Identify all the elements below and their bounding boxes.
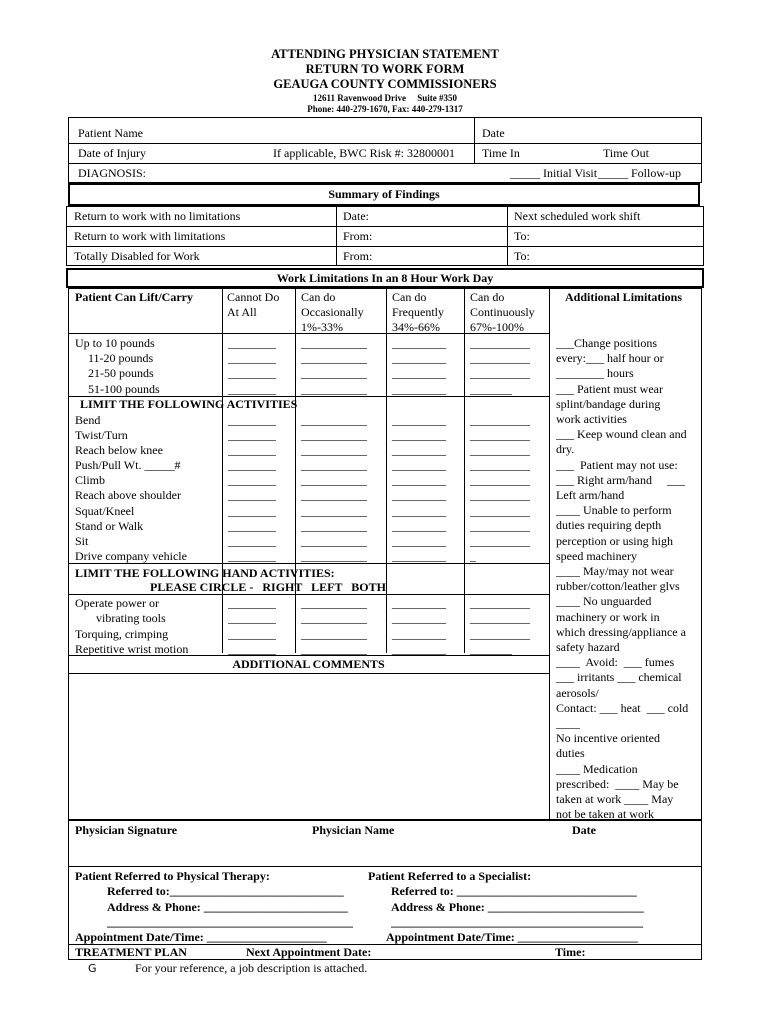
additional-limitation-line[interactable]: rubber/cotton/leather glvs [556,579,680,594]
col-cannot-header: At All [227,305,257,319]
additional-limitation-line[interactable]: ___ Right arm/hand ___ [556,472,685,487]
date-of-injury-field[interactable]: Date of Injury [78,146,146,160]
additional-limitation-line[interactable]: ___Change positions [556,336,657,350]
initial-visit-option[interactable]: _____ Initial Visit [510,166,598,180]
lift-carry-header: Patient Can Lift/Carry [75,290,193,304]
answer-blank[interactable]: _________ [392,336,446,350]
answer-blank[interactable]: __________ [470,519,530,533]
next-appointment-field[interactable]: Next Appointment Date: [246,945,372,959]
organization-address: 12611 Ravenwood Drive Suite #350 [313,93,457,103]
lift-row-label: 51-100 pounds [88,382,160,396]
answer-blank[interactable]: _________ [392,504,446,518]
answer-blank[interactable]: ________ [228,488,276,502]
additional-limitation-line[interactable]: No incentive oriented [556,731,660,746]
answer-blank[interactable]: ___________ [301,413,367,427]
answer-blank[interactable]: ________ [228,504,276,518]
answer-blank[interactable]: ___________ [301,549,367,563]
additional-limitation-line[interactable]: not be taken at work [556,807,654,822]
answer-blank[interactable]: ________ [228,413,276,427]
specialist-appointment-field[interactable]: Appointment Date/Time: ____________________ [386,930,638,944]
form-title: ATTENDING PHYSICIAN STATEMENT [271,47,499,61]
answer-blank[interactable]: ________ [228,443,276,457]
additional-limitation-line[interactable]: Contact: ___ heat ___ cold [556,700,689,715]
additional-limitation-line[interactable]: ________ hours [556,366,634,381]
additional-limitation-line[interactable]: machinery or work in [556,609,660,624]
activity-label: Reach above shoulder [75,488,181,502]
patient-name-field[interactable]: Patient Name [78,126,143,140]
answer-blank[interactable]: _________ [392,428,446,442]
physician-signature-field[interactable]: Physician Signature [75,823,178,837]
answer-blank[interactable]: _________ [392,443,446,457]
answer-blank[interactable]: __________ [470,336,530,350]
answer-blank[interactable]: __________ [470,443,530,457]
lift-row-label: 11-20 pounds [88,351,154,365]
bwc-risk-number: If applicable, BWC Risk #: 32800001 [273,146,455,160]
specialist-address-field[interactable]: Address & Phone: __________________________ [391,900,644,914]
job-description-checkbox-icon[interactable]: G [88,962,97,975]
summary-row-mid[interactable]: Date: [343,209,369,223]
summary-row-right[interactable]: To: [514,249,530,263]
answer-blank[interactable]: ________ [228,336,276,350]
answer-blank[interactable]: ________ [228,642,276,656]
additional-limitation-line[interactable]: every:___ half hour or [556,351,664,366]
col-occasionally-header: Occasionally [301,305,364,319]
lift-row-label: Up to 10 pounds [75,336,155,350]
diagnosis-field[interactable]: DIAGNOSIS: [78,166,147,180]
answer-blank[interactable]: __________ [470,504,530,518]
answer-blank[interactable]: ________ [228,382,276,396]
hand-circle-instruction[interactable]: PLEASE CIRCLE - RIGHT LEFT BOTH [150,580,386,594]
time-in-field[interactable]: Time In [482,146,520,160]
summary-row-right[interactable]: To: [514,229,530,243]
lift-row-label: 21-50 pounds [88,366,154,380]
answer-blank[interactable]: _________ [392,611,446,625]
activity-label[interactable]: Push/Pull Wt. _____# [75,458,181,472]
follow-up-option[interactable]: _____ Follow-up [598,166,682,180]
answer-blank[interactable]: ___________ [301,519,367,533]
answer-blank[interactable]: ________ [228,549,276,563]
answer-blank[interactable]: ________ [228,351,276,365]
answer-blank[interactable]: __________ [470,366,530,380]
signature-date-field[interactable]: Date [572,823,596,837]
answer-blank[interactable]: _________ [392,488,446,502]
answer-blank[interactable]: ___________ [301,488,367,502]
pt-blank-line[interactable]: _________________________________________ [107,915,353,929]
specialist-referred-to-field[interactable]: Referred to: ______________________________ [391,884,637,898]
answer-blank[interactable]: __________ [470,458,530,472]
summary-row-right[interactable]: Next scheduled work shift [514,209,641,223]
col-frequently-header: Frequently [392,305,444,319]
additional-limitation-line[interactable]: aerosols/ [556,685,599,700]
answer-blank[interactable]: ___________ [301,336,367,350]
summary-row-label[interactable]: Return to work with no limitations [74,209,241,223]
answer-blank[interactable]: _________ [392,473,446,487]
col-occasionally-header: 1%-33% [301,320,343,334]
activity-label: Stand or Walk [75,519,144,533]
col-frequently-header: 34%-66% [392,320,440,334]
pt-referred-to-field[interactable]: Referred to:_____________________________ [107,884,344,898]
answer-blank[interactable]: ________ [228,458,276,472]
answer-blank[interactable]: _________ [392,458,446,472]
answer-blank[interactable]: __________ [470,413,530,427]
additional-limitation-line[interactable]: ___ irritants ___ chemical [556,670,682,685]
summary-row-label[interactable]: Totally Disabled for Work [74,249,200,263]
answer-blank[interactable]: _________ [392,596,446,610]
answer-blank[interactable]: _________ [392,351,446,365]
additional-limitation-line[interactable]: safety hazard [556,640,620,654]
answer-blank[interactable]: ___________ [301,458,367,472]
answer-blank[interactable]: ________ [228,473,276,487]
activity-label: Sit [75,534,89,548]
activity-label: Drive company vehicle [75,549,187,563]
physician-name-field[interactable]: Physician Name [312,823,395,837]
summary-row-label[interactable]: Return to work with limitations [74,229,226,243]
job-description-note: For your reference, a job description is attached. [135,961,368,975]
col-continuously-header: 67%-100% [470,320,524,334]
answer-blank[interactable]: _________ [392,519,446,533]
additional-limitation-line[interactable]: Left arm/hand [556,488,625,502]
limits-title: Work Limitations In an 8 Hour Work Day [276,271,494,285]
hand-row-label: Torquing, crimping [75,627,169,641]
answer-blank[interactable]: ___________ [301,627,367,641]
answer-blank[interactable]: _ [470,549,476,563]
activity-label: Climb [75,473,106,487]
additional-limitation-line[interactable]: ____ May/may not wear [556,564,674,578]
answer-blank[interactable]: __________ [470,611,530,625]
col-frequently-header: Can do [392,290,427,304]
additional-limitation-line[interactable]: taken at work ____ May [556,792,674,806]
answer-blank[interactable]: _______ [470,382,512,396]
summary-row-mid[interactable]: From: [343,229,373,243]
answer-blank[interactable]: ___________ [301,382,367,396]
activity-label: Bend [75,413,101,427]
answer-blank[interactable]: ________ [228,534,276,548]
additional-limitation-line[interactable]: ___ Keep wound clean and [556,427,687,442]
summary-title: Summary of Findings [328,187,440,201]
answer-blank[interactable]: _______ [470,642,512,656]
form-subtitle: RETURN TO WORK FORM [305,62,465,76]
hand-activities-header: LIMIT THE FOLLOWING HAND ACTIVITIES: [75,566,335,580]
date-field[interactable]: Date [482,126,505,140]
activity-label: Twist/Turn [75,428,128,442]
additional-limitations-header: Additional Limitations [565,290,683,304]
answer-blank[interactable]: _________ [392,413,446,427]
col-continuously-header: Continuously [470,305,535,319]
additional-limitation-line[interactable]: speed machinery [556,548,637,563]
additional-limitation-line[interactable]: ____ No unguarded [556,594,652,609]
hand-row-label: Repetitive wrist motion [75,642,189,656]
answer-blank[interactable]: __________ [470,534,530,548]
specialist-blank-line[interactable]: __________________________________________ [391,915,643,929]
answer-blank[interactable]: ________ [228,596,276,610]
additional-limitation-line[interactable]: perception or using high [556,533,673,548]
pt-appointment-field[interactable]: Appointment Date/Time: ____________________ [75,930,327,944]
answer-blank[interactable]: ________ [228,519,276,533]
answer-blank[interactable]: ___________ [301,504,367,518]
answer-blank[interactable]: ___________ [301,534,367,548]
additional-limitation-line[interactable]: prescribed: ____ May be [556,776,679,791]
col-continuously-header: Can do [470,290,505,304]
answer-blank[interactable]: __________ [470,488,530,502]
activities-header: LIMIT THE FOLLOWING ACTIVITIES [80,397,298,411]
answer-blank[interactable]: __________ [470,428,530,442]
answer-blank[interactable]: __________ [470,596,530,610]
pt-address-field[interactable]: Address & Phone: ________________________ [107,900,348,914]
additional-limitation-line[interactable]: work activities [556,412,627,426]
answer-blank[interactable]: ___________ [301,611,367,625]
additional-limitation-line[interactable]: ____ [556,716,580,730]
activity-label: Reach below knee [75,443,163,457]
hand-row-label: Operate power or [75,596,159,610]
specialist-referral-header: Patient Referred to a Specialist: [368,869,532,883]
answer-blank[interactable]: _________ [392,549,446,563]
answer-blank[interactable]: ___________ [301,351,367,365]
answer-blank[interactable]: _________ [392,642,446,656]
answer-blank[interactable]: ___________ [301,428,367,442]
answer-blank[interactable]: ___________ [301,366,367,380]
answer-blank[interactable]: ________ [228,611,276,625]
additional-limitation-line[interactable]: ___ Patient may not use: [556,457,678,472]
answer-blank[interactable]: __________ [470,627,530,641]
answer-blank[interactable]: ___________ [301,443,367,457]
answer-blank[interactable]: ___________ [301,596,367,610]
answer-blank[interactable]: ________ [228,366,276,380]
organization-name: GEAUGA COUNTY COMMISSIONERS [273,77,497,91]
answer-blank[interactable]: _________ [392,534,446,548]
additional-limitation-line[interactable]: which dressing/appliance a [556,624,686,639]
answer-blank[interactable]: __________ [470,473,530,487]
summary-row-mid[interactable]: From: [343,249,373,263]
organization-phone: Phone: 440-279-1670, Fax: 440-279-1317 [307,104,463,114]
answer-blank[interactable]: __________ [470,351,530,365]
additional-limitation-line[interactable]: ____ Avoid: ___ fumes [556,655,675,670]
additional-limitation-line[interactable]: splint/bandage during [556,396,661,411]
time-out-field[interactable]: Time Out [603,146,649,160]
answer-blank[interactable]: _________ [392,627,446,641]
answer-blank[interactable]: ________ [228,627,276,641]
answer-blank[interactable]: _________ [392,366,446,380]
additional-limitation-line[interactable]: dry. [556,442,575,457]
additional-limitation-line[interactable]: duties [556,746,585,761]
hand-row-label: vibrating tools [96,611,166,625]
col-occasionally-header: Can do [301,290,336,304]
additional-limitation-line[interactable]: ___ Patient must wear [556,381,663,396]
answer-blank[interactable]: _________ [392,382,446,396]
additional-limitation-line[interactable]: ____ Medication [556,761,638,776]
treatment-plan-label: TREATMENT PLAN [75,945,187,959]
activity-label: Squat/Kneel [75,504,135,518]
pt-referral-header: Patient Referred to Physical Therapy: [75,869,270,883]
answer-blank[interactable]: ___________ [301,642,367,656]
next-appointment-time-field[interactable]: Time: [555,945,586,959]
col-cannot-header: Cannot Do [227,290,280,304]
answer-blank[interactable]: ___________ [301,473,367,487]
additional-limitation-line[interactable]: ____ Unable to perform [556,503,672,518]
additional-limitation-line[interactable]: duties requiring depth [556,518,662,533]
comments-header: ADDITIONAL COMMENTS [232,657,385,671]
answer-blank[interactable]: ________ [228,428,276,442]
